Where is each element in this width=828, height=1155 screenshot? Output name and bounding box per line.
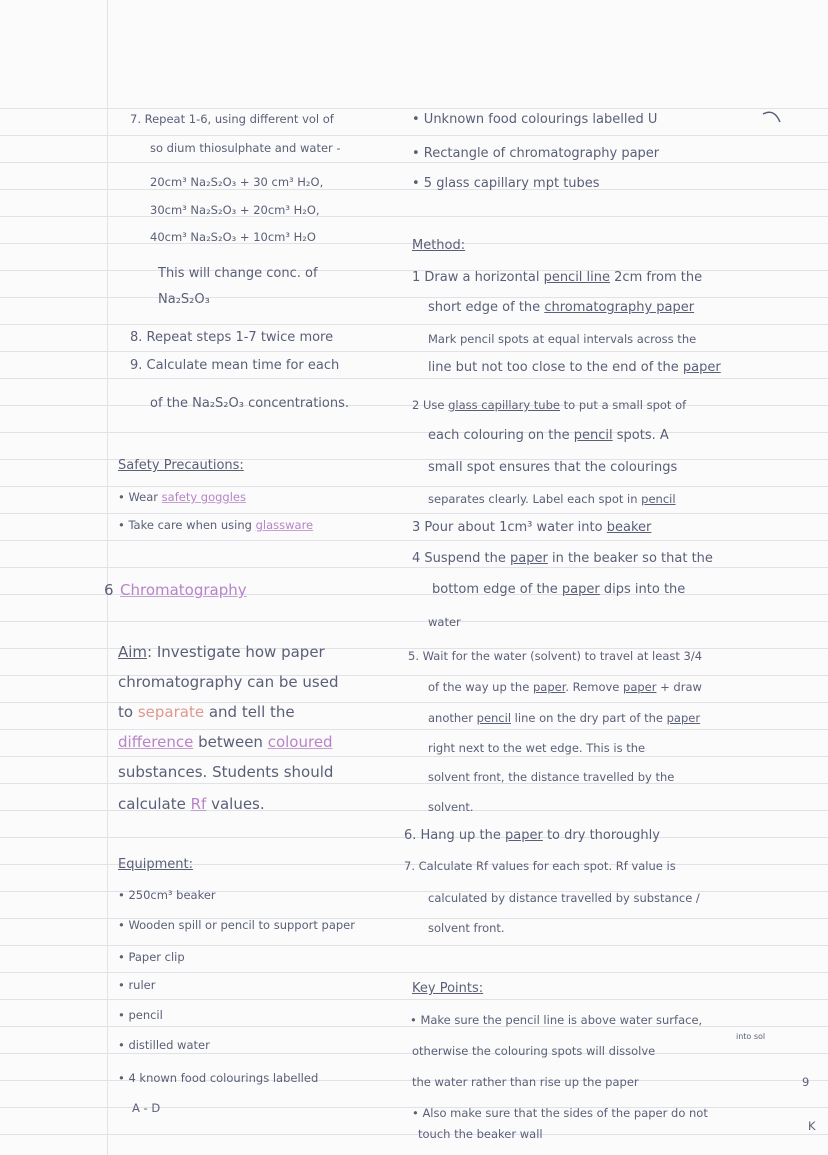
method-step-5b: of the way up the paper. Remove paper + draw (428, 680, 702, 694)
step7: 7. Repeat 1-6, using different vol of (130, 112, 334, 126)
method-heading: Method: (412, 238, 466, 253)
equipment-item-paper: • Rectangle of chromatography paper (412, 146, 660, 161)
key-point-1c: the water rather than rise up the paper (412, 1075, 639, 1089)
method-step-4b: bottom edge of the paper dips into the (432, 582, 686, 597)
page-curl-mark (760, 108, 786, 128)
step9: 9. Calculate mean time for each (130, 358, 340, 373)
key-point-2b: touch the beaker wall (418, 1127, 543, 1141)
equipment-item: • Wooden spill or pencil to support paper (118, 918, 355, 932)
equipment-heading: Equipment: (118, 857, 193, 872)
key-point-1b: otherwise the colouring spots will dissolve (412, 1044, 656, 1058)
method-step-5c: another pencil line on the dry part of the paper (428, 711, 701, 725)
aim-line-1: Aim: Investigate how paper (118, 643, 325, 661)
method-step-1c: Mark pencil spots at equal intervals across the (428, 332, 697, 346)
key-point-2a: • Also make sure that the sides of the paper do not (412, 1106, 708, 1120)
method-step-2c: small spot ensures that the colourings (428, 460, 678, 475)
method-step-4c: water (428, 615, 461, 629)
margin-line (107, 0, 108, 1155)
key-point-1a: • Make sure the pencil line is above water surface, (410, 1013, 703, 1027)
aim-line-6: calculate Rf values. (118, 795, 265, 813)
method-step-1a: 1 Draw a horizontal pencil line 2cm from the (412, 270, 703, 285)
equipment-item-tubes: • 5 glass capillary mpt tubes (412, 176, 600, 191)
key-points-heading: Key Points: (412, 981, 484, 996)
safety-heading: Safety Precautions: (118, 458, 244, 473)
method-step-5d: right next to the wet edge. This is the (428, 741, 646, 755)
method-step-1b: short edge of the chromatography paper (428, 300, 695, 315)
method-step-5f: solvent. (428, 800, 474, 814)
volume-line-2: 30cm³ Na₂S₂O₃ + 20cm³ H₂O, (150, 203, 320, 217)
aim-line-3: to separate and tell the (118, 703, 295, 721)
equipment-item-unknown: • Unknown food colourings labelled U (412, 112, 658, 127)
margin-note-9: 9 (802, 1075, 810, 1089)
safety-item-glassware: • Take care when using glassware (118, 518, 314, 532)
section-title: Chromatography (120, 581, 247, 599)
margin-note-k: K (808, 1119, 816, 1133)
equipment-item: • ruler (118, 978, 156, 992)
method-step-2b: each colouring on the pencil spots. A (428, 428, 669, 443)
step9-continued: of the Na₂S₂O₃ concentrations. (150, 396, 350, 411)
equipment-item: • distilled water (118, 1038, 210, 1052)
method-step-6: 6. Hang up the paper to dry thoroughly (404, 828, 660, 843)
volume-line-1: 20cm³ Na₂S₂O₃ + 30 cm³ H₂O, (150, 175, 324, 189)
aim-line-2: chromatography can be used (118, 673, 339, 691)
aim-line-5: substances. Students should (118, 763, 334, 781)
method-step-3: 3 Pour about 1cm³ water into beaker (412, 520, 652, 535)
step8: 8. Repeat steps 1-7 twice more (130, 330, 334, 345)
volume-line-3: 40cm³ Na₂S₂O₃ + 10cm³ H₂O (150, 230, 316, 244)
method-step-2a: 2 Use glass capillary tube to put a small spot of (412, 398, 687, 412)
equipment-item: A - D (132, 1101, 161, 1115)
method-step-7c: solvent front. (428, 921, 505, 935)
conc-note-1: This will change conc. of (158, 266, 318, 281)
method-step-2d: separates clearly. Label each spot in pencil (428, 492, 676, 506)
method-step-7b: calculated by distance travelled by substance / (428, 891, 700, 905)
equipment-item: • 4 known food colourings labelled (118, 1071, 319, 1085)
method-step-1d: line but not too close to the end of the paper (428, 360, 721, 375)
equipment-item: • 250cm³ beaker (118, 888, 216, 902)
step7-continued: so dium thiosulphate and water - (150, 141, 341, 155)
method-step-4a: 4 Suspend the paper in the beaker so that the (412, 551, 713, 566)
method-step-5e: solvent front, the distance travelled by the (428, 770, 675, 784)
aim-line-4: difference between coloured (118, 733, 333, 751)
conc-note-2: Na₂S₂O₃ (158, 292, 210, 307)
equipment-item: • Paper clip (118, 950, 185, 964)
key-point-1b-insert: into sol (736, 1032, 766, 1041)
method-step-5a: 5. Wait for the water (solvent) to travel at least 3/4 (408, 649, 703, 663)
safety-item-goggles: • Wear safety goggles (118, 490, 246, 504)
section-number: 6 (104, 581, 114, 599)
method-step-7a: 7. Calculate Rf values for each spot. Rf value is (404, 859, 676, 873)
equipment-item: • pencil (118, 1008, 163, 1022)
